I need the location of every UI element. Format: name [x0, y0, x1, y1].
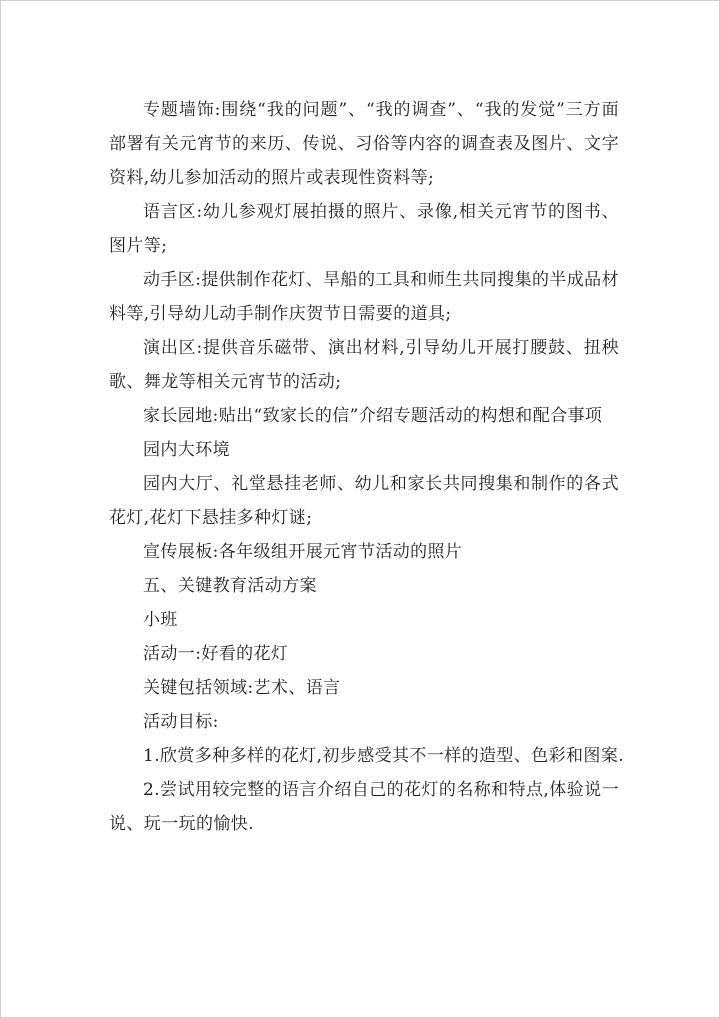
paragraph-parent-corner: 家长园地:贴出“致家长的信”介绍专题活动的构想和配合事项	[143, 406, 603, 426]
paragraph-hall-lanterns: 园内大厅、礼堂悬挂老师、幼儿和家长共同搜集和制作的各式花灯,花灯下悬挂多种灯谜;	[109, 474, 619, 528]
document-body	[109, 93, 625, 841]
heading-small-class: 小班	[143, 610, 178, 630]
paragraph-language-area: 语言区:幼儿参观灯展拍摄的照片、录像,相关元宵节的图书、图片等;	[109, 202, 619, 256]
goal-item-1: 1.欣赏多种多样的花灯,初步感受其不一样的造型、色彩和图案.	[143, 746, 625, 766]
goal-item-2: 2.尝试用较完整的语言介绍自己的花灯的名称和特点,体验说一说、玩一玩的愉快.	[109, 780, 619, 834]
paragraph-performance-area: 演出区:提供音乐磁带、演出材料,引导幼儿开展打腰鼓、扭秧歌、舞龙等相关元宵节的活动;	[109, 338, 619, 392]
heading-campus-environment: 园内大环境	[143, 440, 230, 460]
paragraph-display-board: 宣传展板:各年级组开展元宵节活动的照片	[143, 542, 463, 562]
heading-activity-one: 活动一:好看的花灯	[143, 644, 289, 664]
paragraph-key-domains: 关键包括领域:艺术、语言	[143, 678, 341, 698]
paragraph-theme-wall: 专题墙饰:围绕“我的问题”、“我的调查”、“我的发觉”三方面部署有关元宵节的来历、传说、习俗等内容的调查表及图片、文字资料,幼儿参加活动的照片或表现性资料等;	[109, 100, 619, 188]
paragraph-handcraft-area: 动手区:提供制作花灯、旱船的工具和师生共同搜集的半成品材料等,引导幼儿动手制作庆贺节日需要的道具;	[109, 270, 619, 324]
heading-activity-goals: 活动目标:	[143, 712, 219, 732]
heading-section-five: 五、关键教育活动方案	[143, 576, 317, 596]
